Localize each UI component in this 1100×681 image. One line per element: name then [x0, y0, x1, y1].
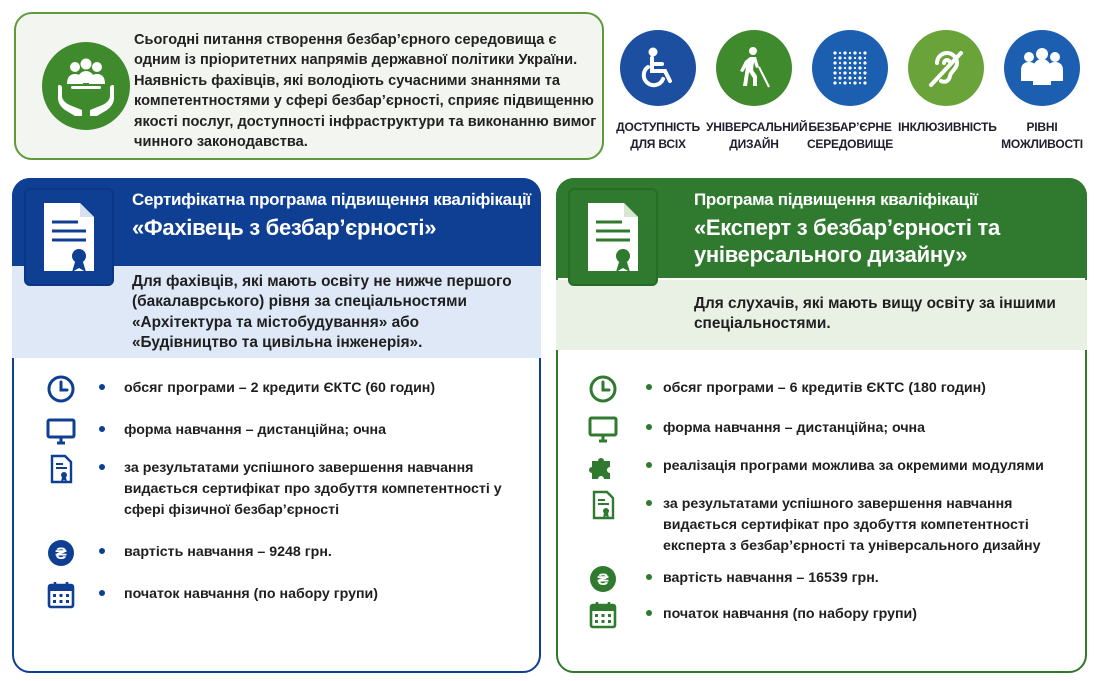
bullet-dot	[646, 384, 652, 390]
program-specialist-card	[12, 178, 541, 673]
clock-icon	[586, 372, 620, 406]
svg-text:₴: ₴	[55, 544, 67, 563]
bullet-dot	[99, 590, 105, 596]
audience-text: Для фахівців, які мають освіту не нижче першого (бакалаврського) рівня за спеціальностями «Архітектура та містобудування» або «Будівництво та цивільна інженерія».	[132, 273, 512, 352]
detail-text: вартість навчання – 16539 грн.	[663, 570, 879, 586]
monitor-icon	[586, 412, 620, 446]
detail-text: реалізація програми можлива за окремими модулями	[663, 458, 1044, 474]
bullet-dot	[646, 610, 652, 616]
bullet-dot	[99, 464, 105, 470]
svg-text:₴: ₴	[597, 570, 609, 589]
clock-icon	[44, 372, 78, 406]
bullet-dot	[99, 548, 105, 554]
program-heading: Сертифікатна програма підвищення кваліфікації	[132, 190, 531, 209]
program-heading: Програма підвищення кваліфікації	[694, 190, 978, 209]
detail-text: початок навчання (по набору групи)	[124, 586, 379, 602]
program-title: «Експерт з безбар’єрності та універсального дизайну»	[694, 215, 1000, 267]
principle-inclusion	[898, 30, 997, 136]
bullet-dot	[646, 424, 652, 430]
detail-text: початок навчання (по набору групи)	[663, 606, 918, 622]
detail-text: за результатами успішного завершення навчання видається сертифікат про здобуття компетентності експерта з безбар’єрності та універсального дизайну	[663, 496, 1041, 554]
program-expert-card	[556, 178, 1087, 673]
principle-accessibility	[610, 30, 706, 153]
group-icon	[1004, 30, 1080, 106]
bullet-dot	[646, 500, 652, 506]
certificate-document-icon	[568, 188, 658, 286]
puzzle-icon	[586, 450, 620, 484]
hryvnia-icon	[586, 562, 620, 596]
principle-barrier-free	[802, 30, 898, 153]
wheelchair-icon	[620, 30, 696, 106]
calendar-icon	[44, 578, 78, 612]
monitor-icon	[44, 414, 78, 448]
people-in-hands-icon	[42, 42, 130, 130]
bullet-dot	[99, 384, 105, 390]
principle-label: БЕЗБАР’ЄРНЕ СЕРЕДОВИЩЕ	[806, 120, 894, 151]
principle-universal-design	[706, 30, 808, 153]
intro-card	[14, 12, 604, 160]
program-audience	[556, 280, 1087, 350]
certificate-icon	[44, 452, 78, 486]
certificate-document-icon	[24, 188, 114, 286]
bullet-dot	[646, 462, 652, 468]
principles-row	[612, 30, 1100, 160]
walking-cane-icon	[716, 30, 792, 106]
principle-label: УНІВЕРСАЛЬНИЙ ДИЗАЙН	[706, 120, 808, 151]
bullet-dot	[646, 574, 652, 580]
principle-label: ДОСТУПНІСТЬ ДЛЯ ВСІХ	[616, 120, 700, 151]
certificate-icon	[586, 488, 620, 522]
detail-text: обсяг програми – 6 кредитів ЄКТС (180 годин)	[663, 380, 986, 396]
bullet-dot	[99, 426, 105, 432]
detail-text: форма навчання – дистанційна; очна	[124, 422, 387, 438]
calendar-icon	[586, 598, 620, 632]
hearing-icon	[908, 30, 984, 106]
detail-text: обсяг програми – 2 кредити ЄКТС (60 годин)	[124, 380, 436, 396]
principle-label: ІНКЛЮЗИВНІСТЬ	[898, 120, 997, 134]
braille-dots-icon	[812, 30, 888, 106]
intro-text: Сьогодні питання створення безбар’єрного середовища є одним із пріоритетних напрямів державної політики України. Наявність фахівців, які володіють сучасними знаннями та компетентностями у сфері безбар’єрності, сприяє підвищенню якості послуг, доступності інфраструктури та виконанню вимог чинного законодавства.	[134, 32, 597, 151]
audience-text: Для слухачів, які мають вищу освіту за іншими спеціальностями.	[694, 295, 1056, 333]
program-title: «Фахівець з безбар’єрності»	[132, 215, 437, 240]
detail-text: за результатами успішного завершення навчання видається сертифікат про здобуття компетентності у сфері фізичної безбар’єрності	[124, 460, 502, 518]
hryvnia-icon	[44, 536, 78, 570]
detail-text: форма навчання – дистанційна; очна	[663, 420, 926, 436]
principle-equal-opportunities	[994, 30, 1090, 153]
principle-label: РІВНІ МОЖЛИВОСТІ	[1001, 120, 1083, 151]
detail-text: вартість навчання – 9248 грн.	[124, 544, 332, 560]
